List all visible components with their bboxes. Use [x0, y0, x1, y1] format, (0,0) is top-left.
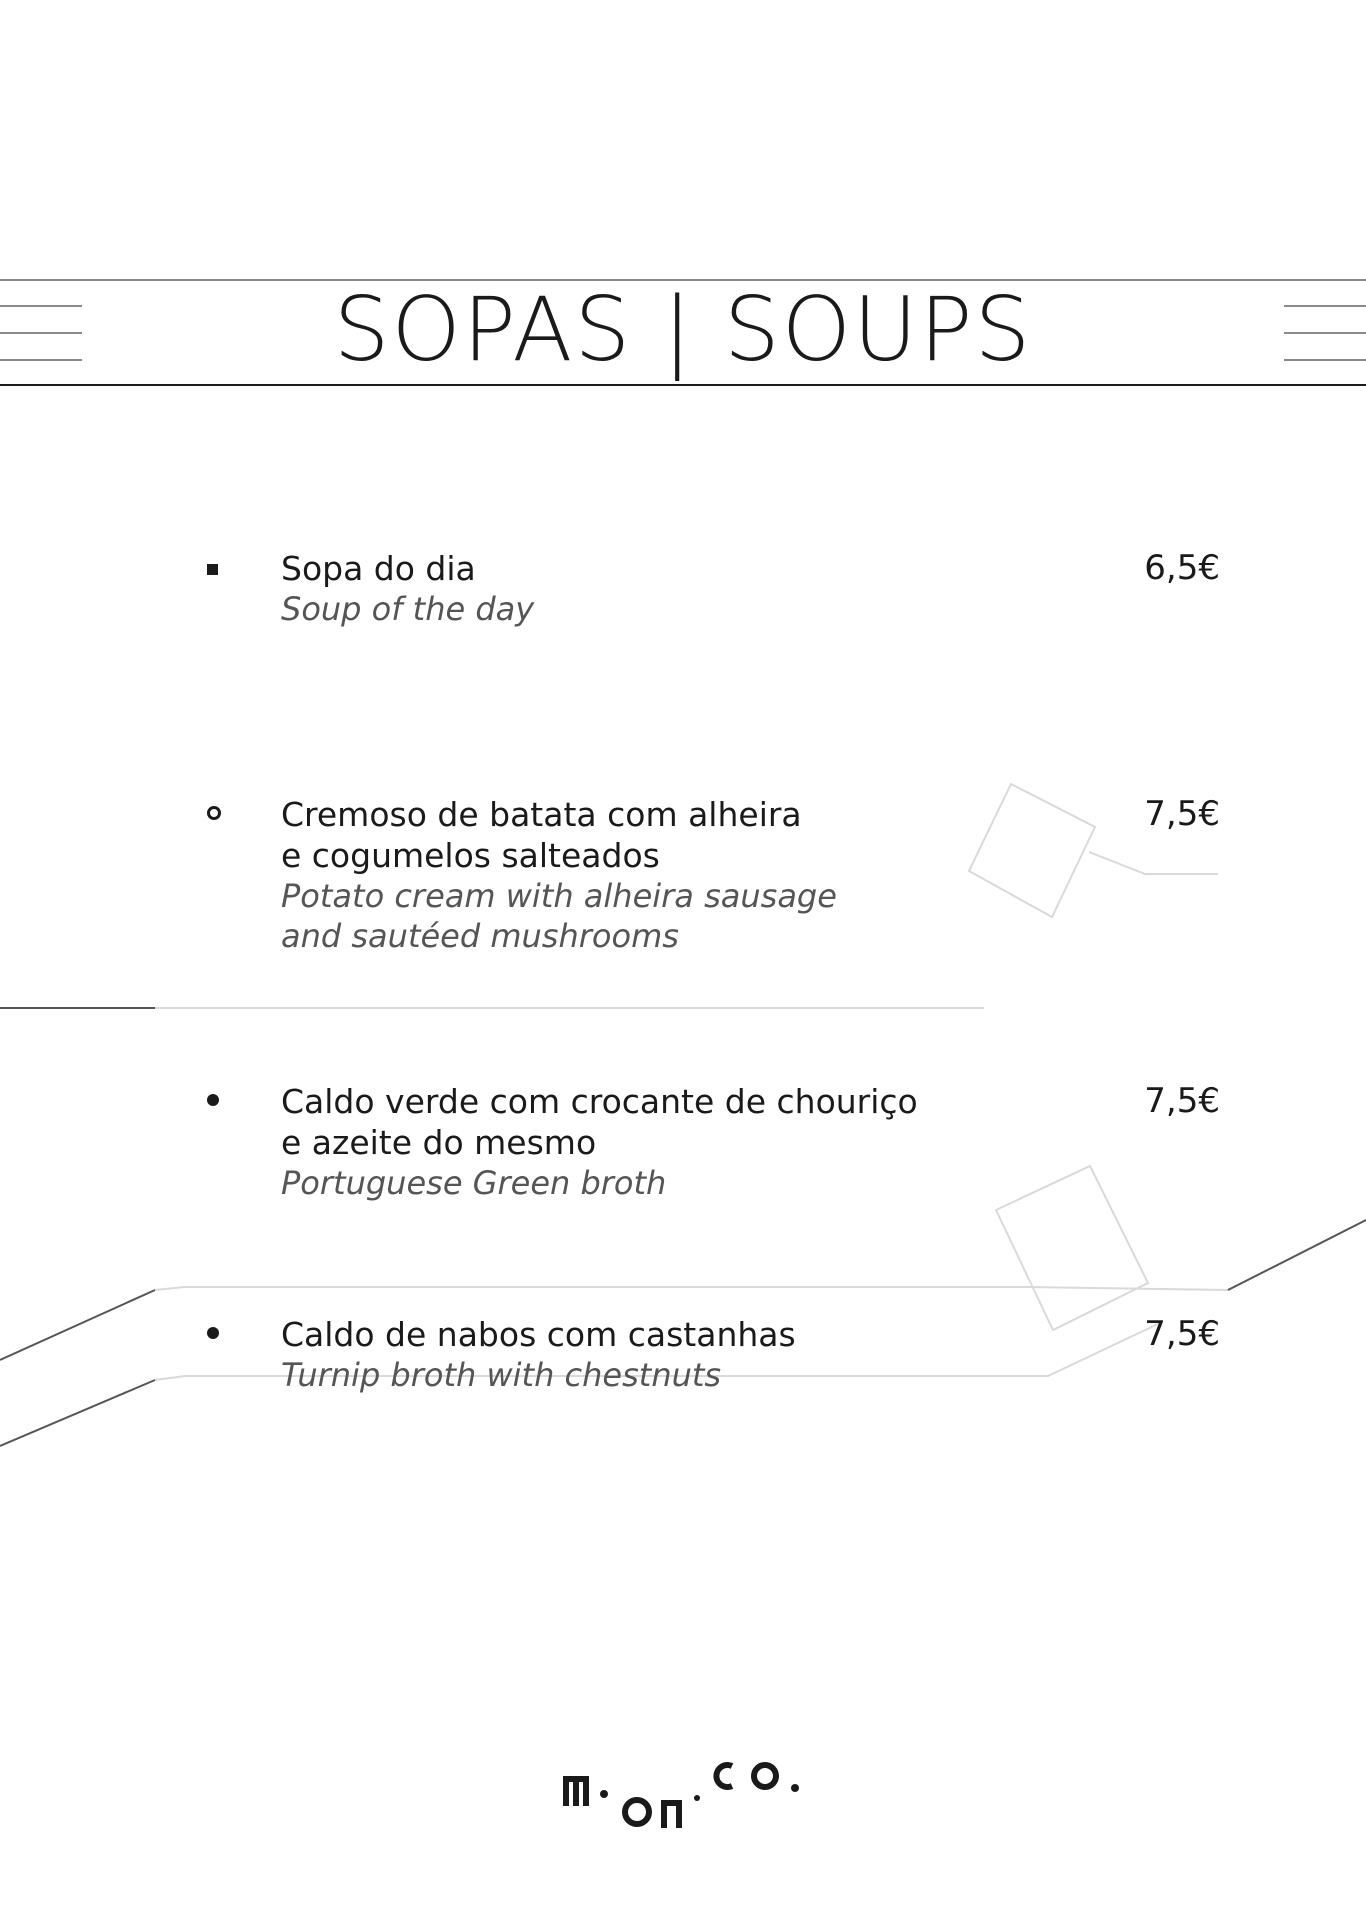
- menu-item-price: 7,5€: [1144, 1314, 1220, 1354]
- menu-item-description: Portuguese Green broth: [281, 1164, 667, 1202]
- menu-item-text: [281, 1081, 941, 1203]
- page-title: SOPAS | SOUPS: [333, 278, 1033, 381]
- dot-bullet-icon: [207, 1327, 219, 1339]
- menu-item-price: 6,5€: [1144, 548, 1220, 588]
- menu-item-text: [281, 1314, 941, 1395]
- menu-item-description: Soup of the day: [281, 590, 535, 628]
- menu-item-text: [281, 794, 941, 956]
- menu-item-name: Cremoso de batata com alheira e cogumelos salteados: [281, 795, 802, 875]
- menu-item-text: [281, 548, 941, 629]
- menu-item-description: Potato cream with alheira sausage and sautéed mushrooms: [281, 877, 837, 955]
- square-bullet-icon: [207, 564, 218, 575]
- dot-bullet-icon: [207, 1094, 219, 1106]
- menu-item-price: 7,5€: [1144, 1081, 1220, 1121]
- menu-item-name: Caldo de nabos com castanhas: [281, 1315, 796, 1354]
- ring-bullet-icon: [207, 806, 221, 820]
- menu-item-name: Sopa do dia: [281, 549, 476, 588]
- menu-item-name: Caldo verde com crocante de chouriço e azeite do mesmo: [281, 1082, 918, 1162]
- brand-logo: [0, 1758, 1366, 1848]
- menu-item-price: 7,5€: [1144, 794, 1220, 834]
- menu-item-description: Turnip broth with chestnuts: [281, 1356, 722, 1394]
